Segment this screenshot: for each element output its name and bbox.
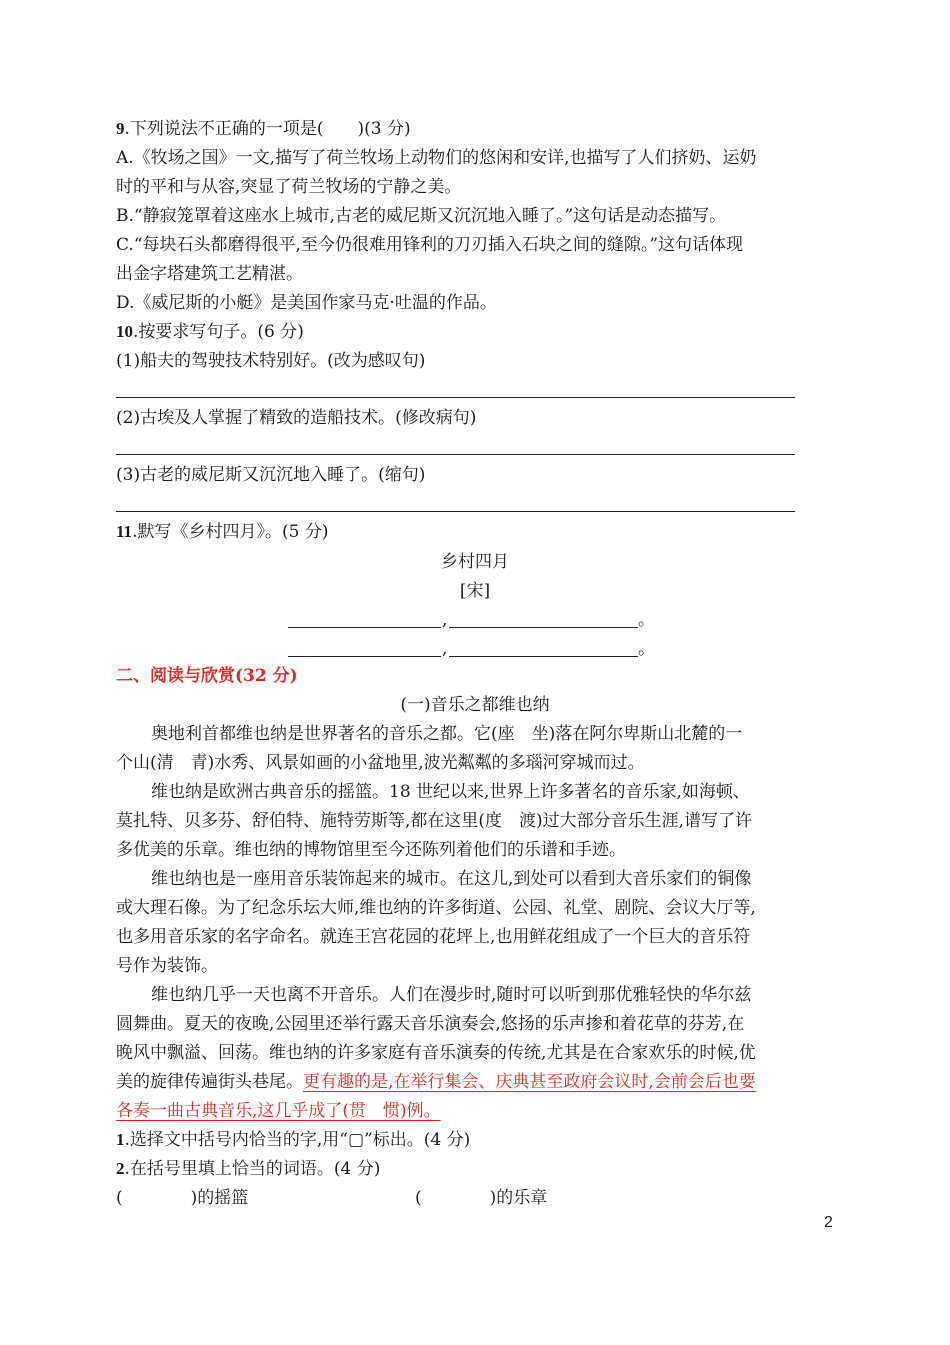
poem-blank-2[interactable] bbox=[449, 627, 638, 628]
highlighted-sentence-cont: 各奏一曲古典音乐,这几乎成了(贯 惯)例。 bbox=[116, 1101, 441, 1121]
reading-question-2: 2.在括号里填上恰当的词语。(4 分) bbox=[116, 1159, 381, 1179]
passage-line: 个山(清 青)水秀、风景如画的小盆地里,波光粼粼的多瑙河穿城而过。 bbox=[116, 753, 645, 773]
passage-line: 莫扎特、贝多芬、舒伯特、施特劳斯等,都在这里(度 渡)过大部分音乐生涯,谱写了许 bbox=[116, 811, 753, 831]
passage-line: 奥地利首都维也纳是世界著名的音乐之都。它(座 坐)落在阿尔卑斯山北麓的一 bbox=[151, 724, 743, 744]
poem-title: 乡村四月 bbox=[441, 552, 509, 572]
fill-blank-2[interactable]: ( )的乐章 bbox=[415, 1188, 548, 1208]
passage-line: 或大理石像。为了纪念乐坛大师,维也纳的许多街道、公园、礼堂、剧院、会议大厅等, bbox=[116, 898, 756, 918]
poem-period-2: 。 bbox=[638, 639, 655, 659]
poem-blank-3[interactable] bbox=[288, 656, 441, 657]
highlighted-sentence: 更有趣的是,在举行集会、庆典甚至政府会议时,会前会后也要 bbox=[303, 1072, 756, 1092]
q10-stem: 10.按要求写句子。(6 分) bbox=[116, 322, 304, 342]
q10-item-1: (1)船夫的驾驶技术特别好。(改为感叹句) bbox=[116, 351, 426, 371]
passage-line: 维也纳也是一座用音乐装饰起来的城市。在这儿,到处可以看到大音乐家们的铜像 bbox=[151, 869, 752, 889]
poem-blank-4[interactable] bbox=[449, 656, 638, 657]
q9-option-b: B.“静寂笼罩着这座水上城市,古老的威尼斯又沉沉地入睡了。”这句话是动态描写。 bbox=[116, 206, 727, 226]
passage-title: (一)音乐之都维也纳 bbox=[400, 695, 550, 715]
passage-line: 晚风中飘溢、回荡。维也纳的许多家庭有音乐演奏的传统,尤其是在合家欢乐的时候,优 bbox=[116, 1043, 756, 1063]
passage-line: 圆舞曲。夏天的夜晚,公园里还举行露天音乐演奏会,悠扬的乐声掺和着花草的芬芳,在 bbox=[116, 1014, 745, 1034]
q11-stem: 11.默写《乡村四月》。(5 分) bbox=[116, 522, 329, 542]
passage-line bbox=[116, 1100, 441, 1122]
poem-period-1: 。 bbox=[638, 610, 655, 630]
answer-line-3[interactable] bbox=[116, 511, 795, 512]
passage-line: 维也纳几乎一天也离不开音乐。人们在漫步时,随时可以听到那优雅轻快的华尔兹 bbox=[151, 985, 752, 1005]
q9-option-a: A.《牧场之国》一文,描写了荷兰牧场上动物们的悠闲和安详,也描写了人们挤奶、运奶 bbox=[116, 148, 757, 168]
poem-comma-2: , bbox=[442, 639, 448, 659]
answer-line-2[interactable] bbox=[116, 454, 795, 455]
q9-number: 9 bbox=[116, 119, 125, 138]
passage-line: 多优美的乐章。维也纳的博物馆里至今还陈列着他们的乐谱和手迹。 bbox=[116, 840, 626, 860]
answer-line-1[interactable] bbox=[116, 397, 795, 398]
section-title: 二、阅读与欣赏(32 分) bbox=[116, 666, 298, 686]
q9-option-c: C.“每块石头都磨得很平,至今仍很难用锋利的刀刃插入石块之间的缝隙。”这句话体现 bbox=[116, 235, 744, 255]
q10-item-2: (2)古埃及人掌握了精致的造船技术。(修改病句) bbox=[116, 408, 477, 428]
q9-option-c-cont: 出金字塔建筑工艺精湛。 bbox=[116, 264, 303, 284]
passage-line: 维也纳是欧洲古典音乐的摇篮。18 世纪以来,世界上许多著名的音乐家,如海顿、 bbox=[151, 782, 750, 802]
page-number: 2 bbox=[824, 1214, 833, 1231]
poem-dynasty: [宋] bbox=[459, 581, 491, 601]
q9-option-a-cont: 时的平和与从容,突显了荷兰牧场的宁静之美。 bbox=[116, 177, 462, 197]
passage-line: 号作为装饰。 bbox=[116, 956, 218, 976]
passage-line: 也多用音乐家的名字命名。就连王宫花园的花坪上,也用鲜花组成了一个巨大的音乐符 bbox=[116, 927, 751, 947]
poem-blank-1[interactable] bbox=[288, 627, 441, 628]
reading-question-1: 1.选择文中括号内恰当的字,用“▢”标出。(4 分) bbox=[116, 1130, 471, 1150]
q9-stem: 9.下列说法不正确的一项是( )(3 分) bbox=[116, 119, 411, 139]
q10-item-3: (3)古老的威尼斯又沉沉地入睡了。(缩句) bbox=[116, 465, 426, 485]
poem-comma-1: , bbox=[442, 610, 448, 630]
passage-line: 美的旋律传遍街头巷尾。更有趣的是,在举行集会、庆典甚至政府会议时,会前会后也要 bbox=[116, 1072, 756, 1092]
q10-number: 10 bbox=[116, 322, 133, 341]
q9-option-d: D.《威尼斯的小艇》是美国作家马克·吐温的作品。 bbox=[116, 293, 497, 313]
fill-blank-1[interactable]: ( )的摇篮 bbox=[116, 1188, 249, 1208]
q11-number: 11 bbox=[116, 522, 133, 541]
